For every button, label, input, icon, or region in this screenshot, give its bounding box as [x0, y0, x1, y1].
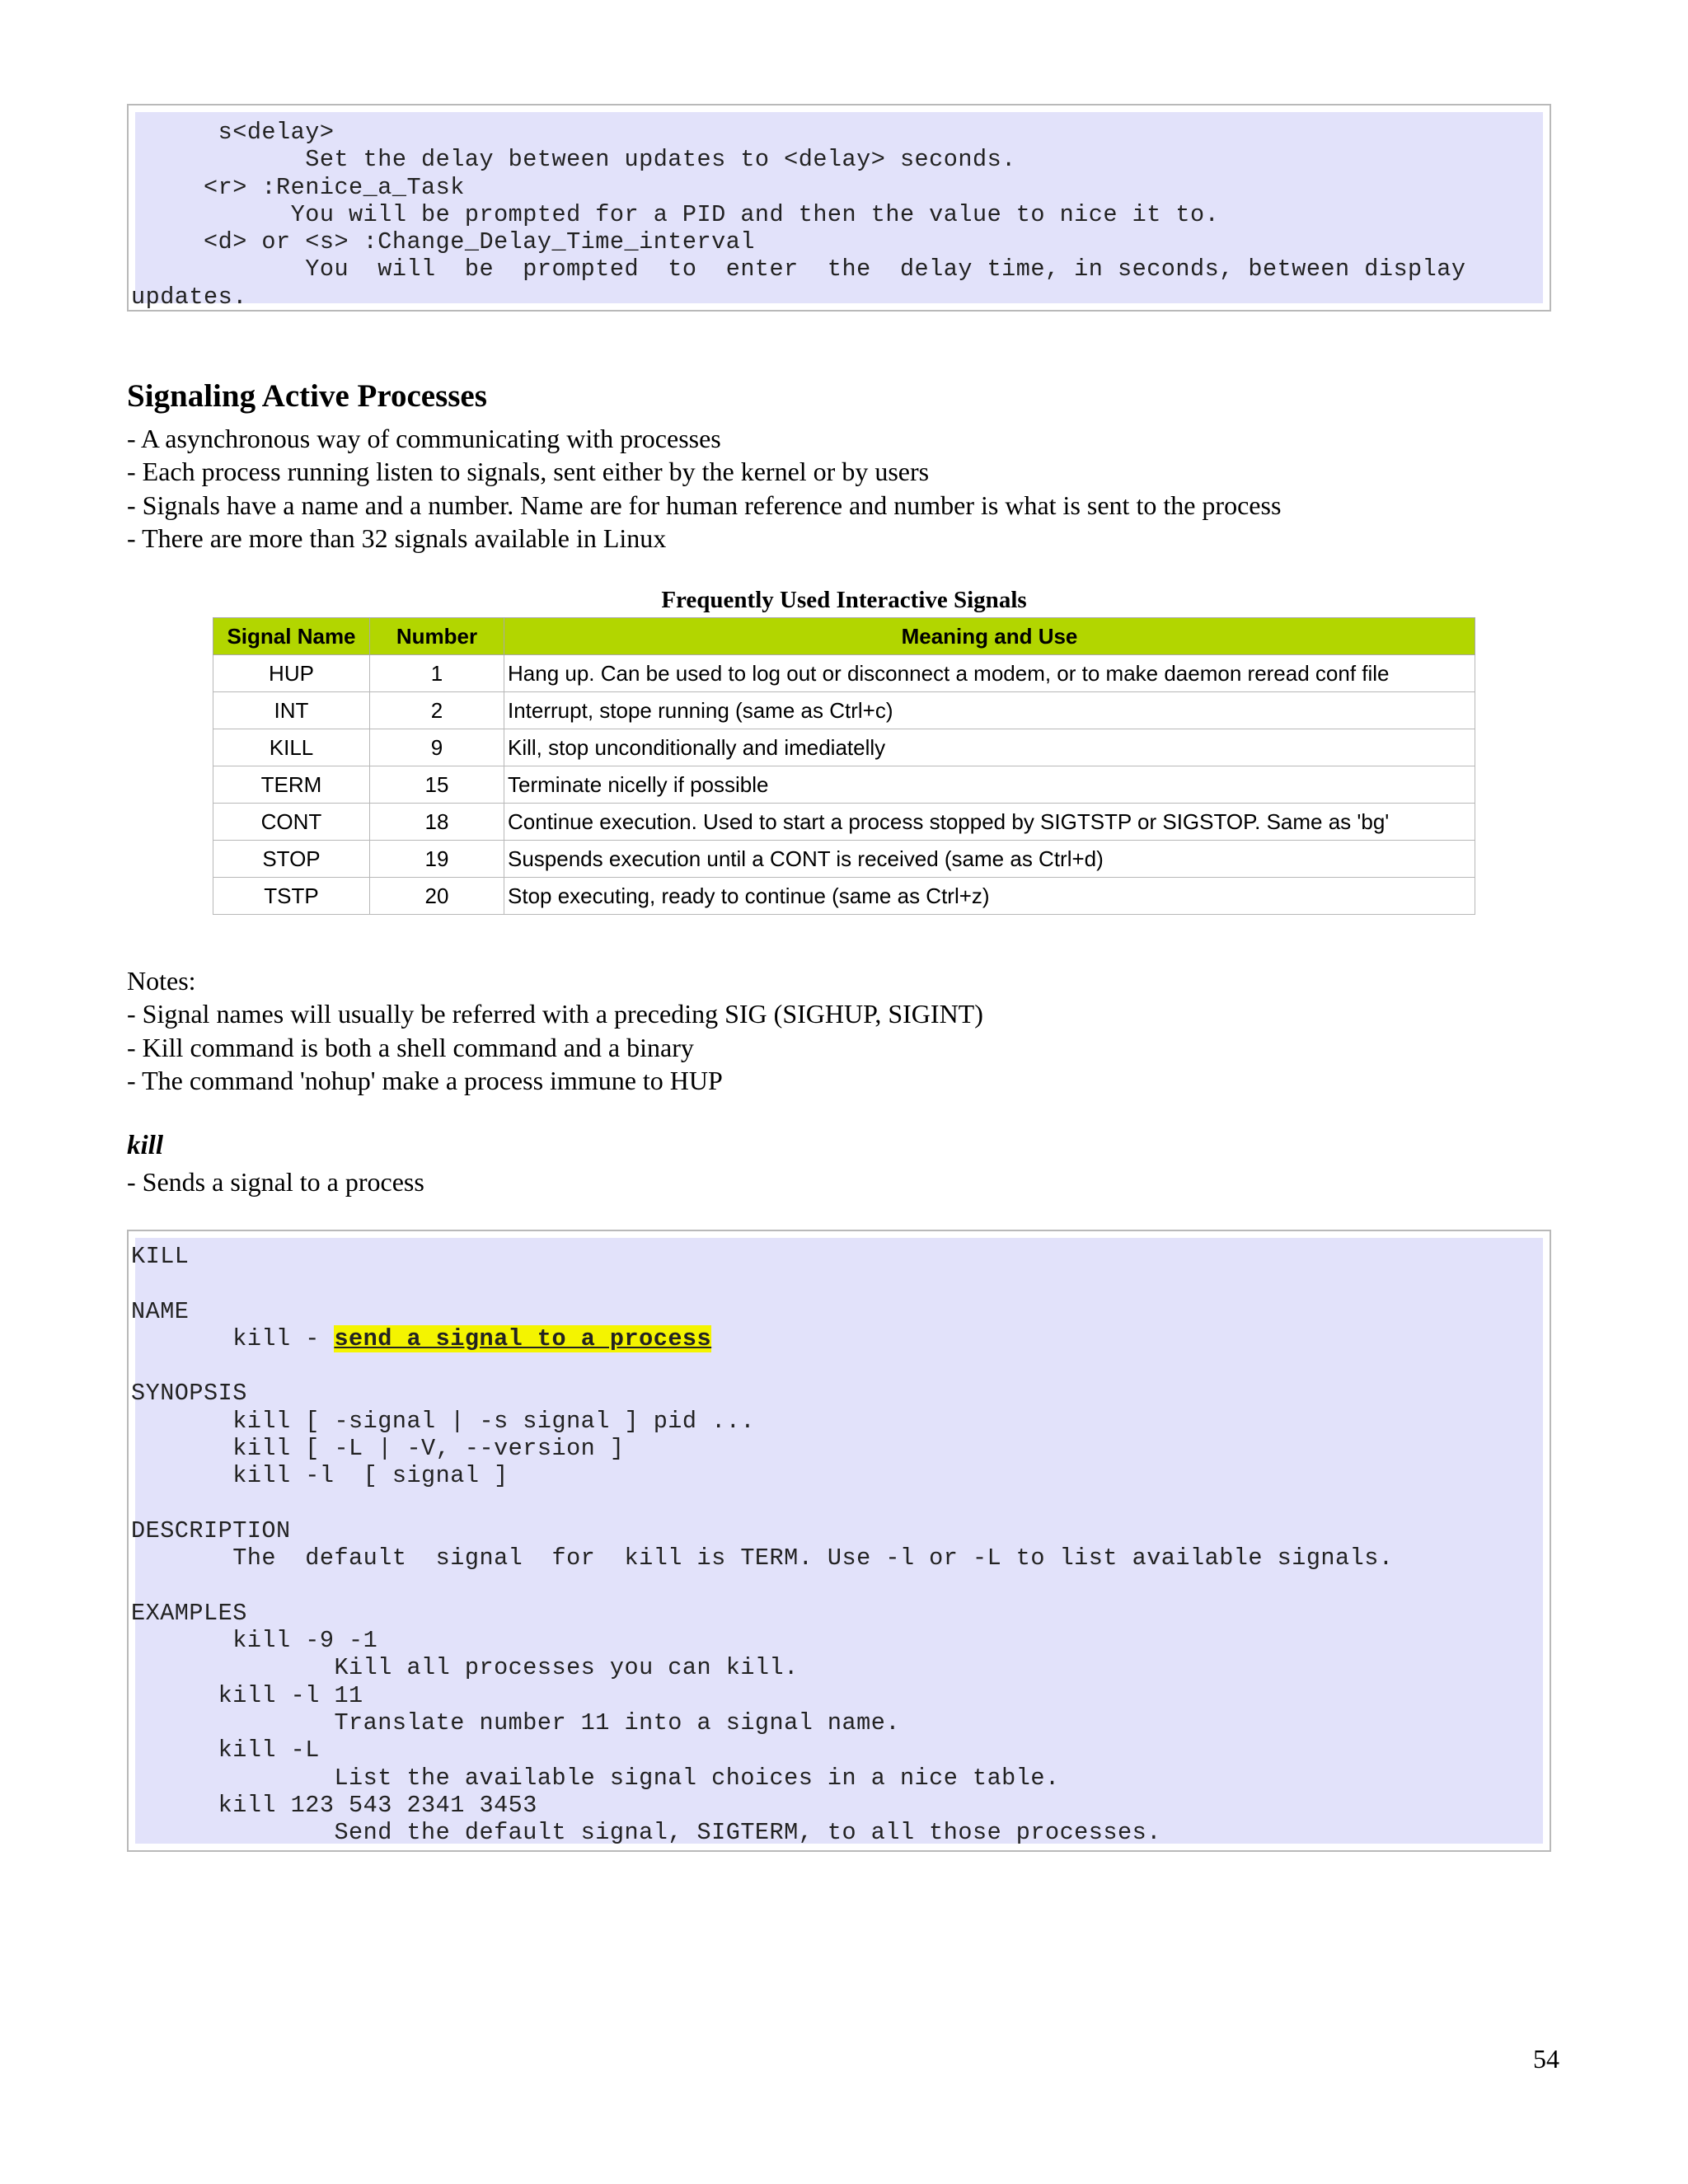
code-line: NAME [131, 1297, 190, 1325]
kill-description: - Sends a signal to a process [127, 1167, 424, 1197]
table-row [213, 804, 1475, 841]
signal-number-cell: 1 [370, 655, 504, 692]
signal-name-cell: TSTP [213, 878, 370, 915]
signal-meaning-cell: Stop executing, ready to continue (same as Ctrl+z) [504, 878, 1475, 915]
table-row [213, 841, 1475, 878]
signal-meaning-cell: Continue execution. Used to start a process stopped by SIGTSTP or SIGSTOP. Same as 'bg' [504, 804, 1475, 841]
note-item: - The command 'nohup' make a process immune to HUP [127, 1065, 723, 1095]
code-line: kill -l 11 [131, 1681, 363, 1709]
table-row [213, 692, 1475, 729]
signal-name-cell: KILL [213, 729, 370, 766]
bullet-item: - There are more than 32 signals available in Linux [127, 523, 667, 553]
signal-meaning-cell: Interrupt, stope running (same as Ctrl+c) [504, 692, 1475, 729]
code-blank-line [131, 1270, 1539, 1297]
table-header-row [213, 618, 1475, 655]
signal-number-cell: 2 [370, 692, 504, 729]
code-line: <d> or <s> :Change_Delay_Time_interval [131, 228, 755, 256]
kill-code-box [127, 1230, 1551, 1852]
code-line: s<delay> [131, 119, 335, 146]
code-line: updates. [131, 283, 247, 311]
signal-name-cell: CONT [213, 804, 370, 841]
code-line: <r> :Renice_a_Task [131, 173, 465, 201]
table-caption: Frequently Used Interactive Signals [661, 587, 1027, 613]
code-line: kill [ -L | -V, --version ] [131, 1435, 625, 1463]
code-blank-line [131, 1572, 1539, 1600]
code-line: Kill all processes you can kill. [131, 1654, 799, 1682]
signal-name-cell: TERM [213, 766, 370, 804]
signal-name-cell: STOP [213, 841, 370, 878]
code-line [131, 1325, 1539, 1352]
header-signal-name: Signal Name [213, 618, 370, 655]
page-number: 54 [1533, 2044, 1559, 2074]
signals-table [213, 617, 1475, 915]
section-bullets [127, 422, 1281, 555]
table-row [213, 878, 1475, 915]
kill-code-lines [131, 1243, 1539, 1847]
code-line: kill [ -signal | -s signal ] pid ... [131, 1407, 755, 1435]
code-line: kill -L [131, 1736, 320, 1765]
notes-label: Notes: [127, 966, 196, 996]
bullet-item: - Signals have a name and a number. Name are for human reference and number is what is sent to the process [127, 490, 1282, 520]
top-code-box [127, 104, 1551, 312]
note-item: - Signal names will usually be referred with a preceding SIG (SIGHUP, SIGINT) [127, 999, 983, 1029]
table-row [213, 729, 1475, 766]
highlighted-text: send a signal to a process [334, 1324, 712, 1352]
signal-name-cell: INT [213, 692, 370, 729]
code-line: Translate number 11 into a signal name. [131, 1709, 900, 1737]
signal-meaning-cell: Terminate nicelly if possible [504, 766, 1475, 804]
bullet-item: - Each process running listen to signals, sent either by the kernel or by users [127, 457, 930, 487]
table-row [213, 655, 1475, 692]
signal-number-cell: 20 [370, 878, 504, 915]
code-line: Send the default signal, SIGTERM, to all those processes. [131, 1819, 1161, 1847]
signal-meaning-cell: Suspends execution until a CONT is received (same as Ctrl+d) [504, 841, 1475, 878]
name-prefix: kill - [131, 1324, 335, 1352]
note-item: - Kill command is both a shell command and a binary [127, 1032, 694, 1062]
code-line: List the available signal choices in a nice table. [131, 1764, 1060, 1792]
code-line: DESCRIPTION [131, 1516, 291, 1544]
notes-section [127, 964, 983, 1097]
kill-heading: kill [127, 1131, 164, 1160]
signal-number-cell: 9 [370, 729, 504, 766]
code-line: kill 123 543 2341 3453 [131, 1791, 537, 1819]
signal-meaning-cell: Hang up. Can be used to log out or disconnect a modem, or to make daemon reread conf file [504, 655, 1475, 692]
code-line: kill -l [ signal ] [131, 1462, 509, 1490]
code-line: SYNOPSIS [131, 1380, 247, 1408]
table-row [213, 766, 1475, 804]
code-blank-line [131, 1490, 1539, 1517]
code-line: KILL [131, 1243, 190, 1270]
code-line: The default signal for kill is TERM. Use -l or -L to list available signals. [131, 1544, 1394, 1572]
header-meaning: Meaning and Use [504, 618, 1475, 655]
header-number: Number [370, 618, 504, 655]
code-blank-line [131, 1352, 1539, 1380]
top-code-lines [131, 119, 1539, 311]
signal-number-cell: 19 [370, 841, 504, 878]
code-line: You will be prompted for a PID and then the value to nice it to. [131, 200, 1220, 228]
signal-meaning-cell: Kill, stop unconditionally and imediatelly [504, 729, 1475, 766]
code-line: You will be prompted to enter the delay time, in seconds, between display [131, 255, 1466, 284]
section-title: Signaling Active Processes [127, 378, 487, 414]
code-line: Set the delay between updates to <delay> seconds. [131, 146, 1016, 174]
signal-name-cell: HUP [213, 655, 370, 692]
signal-number-cell: 15 [370, 766, 504, 804]
code-line: EXAMPLES [131, 1599, 247, 1627]
code-line: kill -9 -1 [131, 1627, 378, 1655]
bullet-item: - A asynchronous way of communicating with processes [127, 424, 721, 453]
signal-number-cell: 18 [370, 804, 504, 841]
